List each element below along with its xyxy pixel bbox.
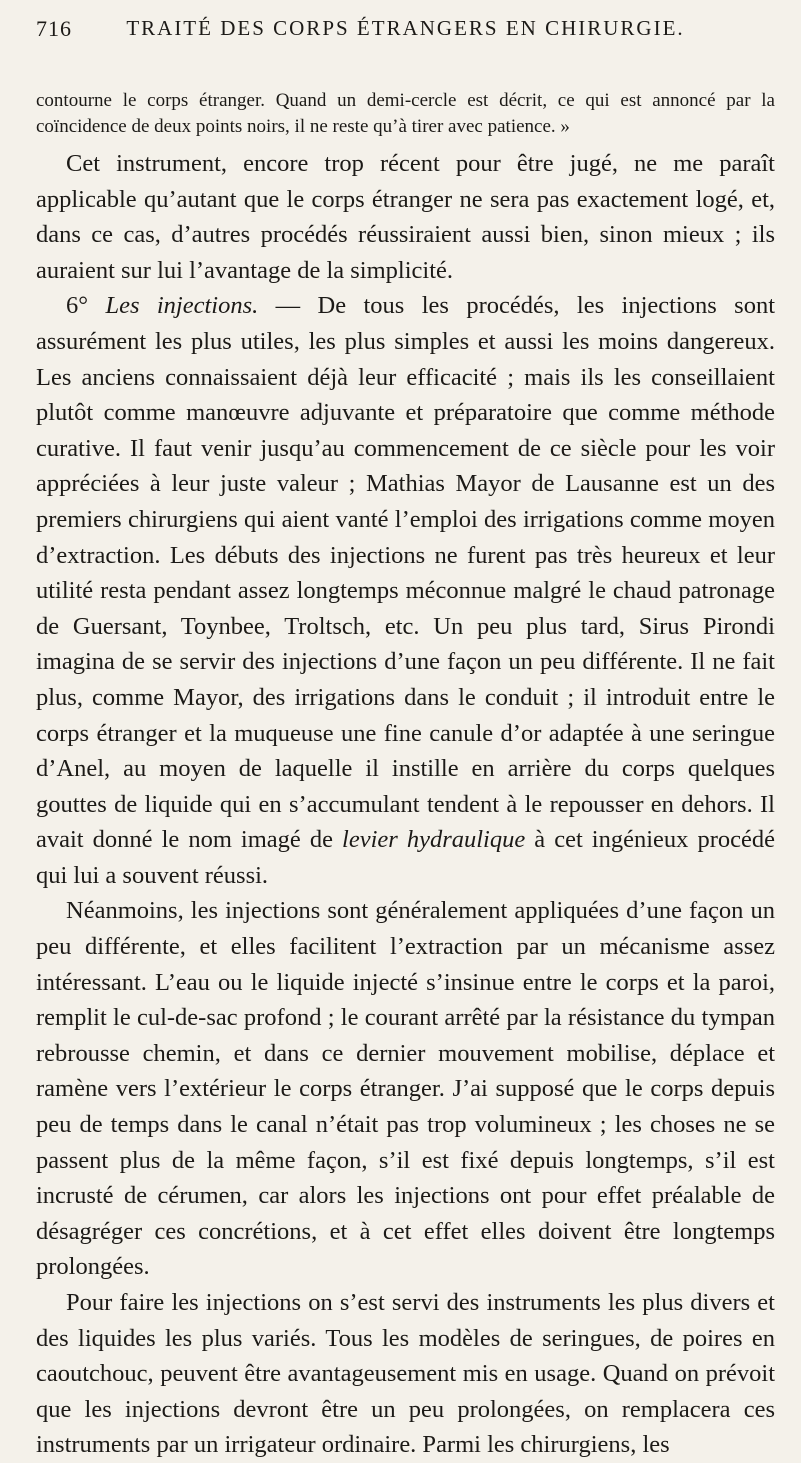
- paragraph-2-text-a: — De tous les procédés, les injections sont assurément les plus utiles, les plus simples et aussi les moins dangereux. Les anciens connaissaient déjà leur efficacité ; mais ils les conseillaient plutôt comme manœuvre adjuvante et préparatoire que comme méthode curative. Il faut venir jusqu’au commencement de ce siècle pour les voir appréciées à leur juste valeur ; Mathias Mayor de Lausanne est un des premiers chirurgiens qui aient vanté l’emploi des irrigations comme moyen d’extraction. Les débuts des injections ne furent pas très heureux et leur utilité resta pendant assez longtemps méconnue malgré le chaud patronage de Guersant, Toynbee, Troltsch, etc. Un peu plus tard, Sirus Pirondi imagina de se servir des injections d’une façon un peu différente. Il ne fait plus, comme Mayor, des irrigations dans le conduit ; il introduit entre le corps étranger et la muqueuse une fine canule d’or adaptée à une seringue d’Anel, au moyen de laquelle il instille en arrière du corps quelques gouttes de liquide qui en s’accumulant tendent à le repousser en dehors. Il avait donné le nom imagé de: [36, 292, 775, 854]
- paragraph-3: Néanmoins, les injections sont généralement appliquées d’une façon un peu différente, et elles facilitent l’extraction par un mécanisme assez intéressant. L’eau ou le liquide injecté s’insinue entre le corps et la paroi, remplit le cul-de-sac profond ; le courant arrêté par la résistance du tympan rebrousse chemin, et dans ce dernier mouvement mobilise, déplace et ramène vers l’extérieur le corps étranger. J’ai supposé que le corps depuis peu de temps dans le canal n’était pas trop volumineux ; les choses ne se passent plus de la même façon, s’il est fixé depuis longtemps, s’il est incrusté de cérumen, car alors les injections ont pour effet préalable de désagréger ces concrétions, et à cet effet elles doivent être longtemps prolongées.: [36, 897, 775, 1281]
- paragraph-2: [36, 288, 775, 893]
- running-title: TRAITÉ DES CORPS ÉTRANGERS EN CHIRURGIE.: [126, 16, 685, 40]
- section-number: 6°: [66, 292, 89, 320]
- page-header: [36, 14, 775, 44]
- paragraph-4: Pour faire les injections on s’est servi des instruments les plus divers et des liquides les plus variés. Tous les modèles de seringues, de poires en caoutchouc, peuvent être avantageusement mis en usage. Quand on prévoit que les injections devront être un peu prolongées, on remplacera ces instruments par un irrigateur ordinaire. Parmi les chirurgiens, les: [36, 1289, 775, 1459]
- page-body: [36, 88, 775, 1463]
- page-number: 716: [36, 16, 72, 41]
- section-title: Les injections.: [105, 292, 259, 320]
- italic-term: levier hydraulique: [342, 826, 526, 854]
- quoted-passage: contourne le corps étranger. Quand un demi-cercle est décrit, ce qui est annoncé par la coïncidence de deux points noirs, il ne reste qu’à tirer avec patience. »: [36, 90, 775, 137]
- paragraph-1: Cet instrument, encore trop récent pour être jugé, ne me paraît applicable qu’autant que le corps étranger ne sera pas exactement logé, et, dans ce cas, d’autres procédés réussiraient aussi bien, sinon mieux ; ils auraient sur lui l’avantage de la simplicité.: [36, 150, 775, 284]
- paragraph-2-text-b: à cet ingénieux procédé qui lui a souvent réussi.: [36, 826, 776, 889]
